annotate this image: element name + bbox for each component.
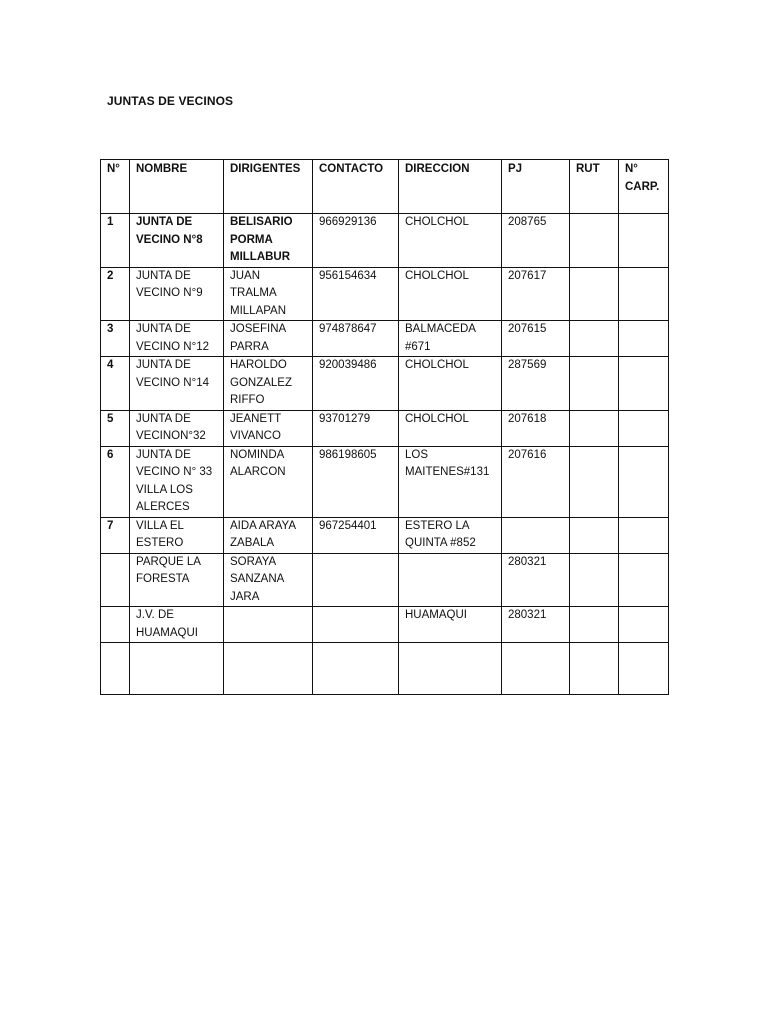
table-row xyxy=(101,607,669,643)
table-header-row xyxy=(101,160,669,214)
header-rut: RUT xyxy=(570,160,619,214)
cell-pj: 287569 xyxy=(502,357,570,411)
cell-contacto: 974878647 xyxy=(313,321,399,357)
cell-contacto: 920039486 xyxy=(313,357,399,411)
cell-direccion: CHOLCHOL xyxy=(399,267,502,321)
page-title: JUNTAS DE VECINOS xyxy=(107,94,234,108)
cell-contacto xyxy=(313,553,399,607)
cell-numero: 3 xyxy=(101,321,130,357)
cell-direccion xyxy=(399,643,502,695)
cell-numero: 6 xyxy=(101,446,130,517)
cell-carpeta xyxy=(619,267,669,321)
cell-dirigentes: NOMINDA ALARCON xyxy=(224,446,313,517)
cell-nombre: JUNTA DE VECINON°32 xyxy=(130,410,224,446)
cell-contacto: 956154634 xyxy=(313,267,399,321)
cell-pj: 207616 xyxy=(502,446,570,517)
header-carpeta: N° CARP. xyxy=(619,160,669,214)
table-row xyxy=(101,321,669,357)
cell-pj: 207617 xyxy=(502,267,570,321)
table-row xyxy=(101,214,669,268)
table-row xyxy=(101,267,669,321)
juntas-table xyxy=(100,159,669,695)
cell-carpeta xyxy=(619,643,669,695)
cell-carpeta xyxy=(619,357,669,411)
cell-carpeta xyxy=(619,321,669,357)
cell-nombre: PARQUE LA FORESTA xyxy=(130,553,224,607)
cell-rut xyxy=(570,607,619,643)
cell-contacto: 986198605 xyxy=(313,446,399,517)
cell-rut xyxy=(570,267,619,321)
cell-numero: 4 xyxy=(101,357,130,411)
cell-numero xyxy=(101,643,130,695)
cell-dirigentes: SORAYA SANZANA JARA xyxy=(224,553,313,607)
header-numero: N° xyxy=(101,160,130,214)
cell-carpeta xyxy=(619,517,669,553)
cell-pj: 207618 xyxy=(502,410,570,446)
header-direccion: DIRECCION xyxy=(399,160,502,214)
cell-rut xyxy=(570,517,619,553)
table-row xyxy=(101,446,669,517)
header-pj: PJ xyxy=(502,160,570,214)
cell-nombre xyxy=(130,643,224,695)
cell-direccion: CHOLCHOL xyxy=(399,357,502,411)
cell-carpeta xyxy=(619,553,669,607)
cell-direccion: ESTERO LA QUINTA #852 xyxy=(399,517,502,553)
cell-pj: 208765 xyxy=(502,214,570,268)
cell-nombre: JUNTA DE VECINO N° 33 VILLA LOS ALERCES xyxy=(130,446,224,517)
cell-direccion: BALMACEDA #671 xyxy=(399,321,502,357)
cell-rut xyxy=(570,410,619,446)
cell-dirigentes: JUAN TRALMA MILLAPAN xyxy=(224,267,313,321)
cell-numero: 1 xyxy=(101,214,130,268)
cell-carpeta xyxy=(619,446,669,517)
cell-nombre: VILLA EL ESTERO xyxy=(130,517,224,553)
cell-carpeta xyxy=(619,607,669,643)
cell-numero xyxy=(101,553,130,607)
table-row xyxy=(101,410,669,446)
cell-rut xyxy=(570,214,619,268)
cell-pj: 207615 xyxy=(502,321,570,357)
cell-direccion: CHOLCHOL xyxy=(399,410,502,446)
cell-nombre: JUNTA DE VECINO N°8 xyxy=(130,214,224,268)
cell-nombre: JUNTA DE VECINO N°9 xyxy=(130,267,224,321)
cell-direccion xyxy=(399,553,502,607)
cell-direccion: LOS MAITENES#131 xyxy=(399,446,502,517)
cell-direccion: HUAMAQUI xyxy=(399,607,502,643)
cell-carpeta xyxy=(619,410,669,446)
cell-dirigentes: HAROLDO GONZALEZ RIFFO xyxy=(224,357,313,411)
cell-rut xyxy=(570,321,619,357)
cell-contacto: 967254401 xyxy=(313,517,399,553)
header-nombre: NOMBRE xyxy=(130,160,224,214)
cell-dirigentes: JEANETT VIVANCO xyxy=(224,410,313,446)
cell-contacto xyxy=(313,643,399,695)
table-row xyxy=(101,517,669,553)
cell-rut xyxy=(570,643,619,695)
cell-rut xyxy=(570,357,619,411)
cell-nombre: J.V. DE HUAMAQUI xyxy=(130,607,224,643)
cell-rut xyxy=(570,446,619,517)
cell-contacto: 93701279 xyxy=(313,410,399,446)
header-dirigentes: DIRIGENTES xyxy=(224,160,313,214)
cell-dirigentes xyxy=(224,643,313,695)
table-row-empty xyxy=(101,643,669,695)
cell-numero xyxy=(101,607,130,643)
cell-rut xyxy=(570,553,619,607)
cell-dirigentes xyxy=(224,607,313,643)
table-row xyxy=(101,357,669,411)
cell-dirigentes: AIDA ARAYA ZABALA xyxy=(224,517,313,553)
cell-pj xyxy=(502,517,570,553)
cell-pj: 280321 xyxy=(502,553,570,607)
cell-pj xyxy=(502,643,570,695)
cell-dirigentes: JOSEFINA PARRA xyxy=(224,321,313,357)
cell-direccion: CHOLCHOL xyxy=(399,214,502,268)
cell-carpeta xyxy=(619,214,669,268)
cell-nombre: JUNTA DE VECINO N°14 xyxy=(130,357,224,411)
cell-contacto xyxy=(313,607,399,643)
cell-numero: 7 xyxy=(101,517,130,553)
cell-pj: 280321 xyxy=(502,607,570,643)
cell-numero: 2 xyxy=(101,267,130,321)
cell-nombre: JUNTA DE VECINO N°12 xyxy=(130,321,224,357)
cell-dirigentes: BELISARIO PORMA MILLABUR xyxy=(224,214,313,268)
header-contacto: CONTACTO xyxy=(313,160,399,214)
cell-contacto: 966929136 xyxy=(313,214,399,268)
table-row xyxy=(101,553,669,607)
cell-numero: 5 xyxy=(101,410,130,446)
